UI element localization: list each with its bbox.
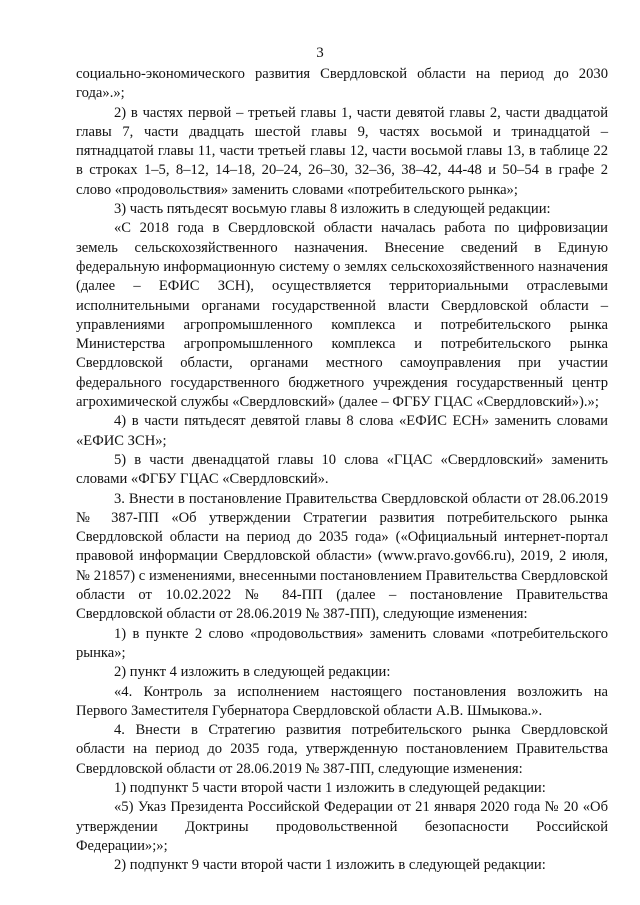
paragraph-14: 2) подпункт 9 части второй части 1 изложить в следующей редакции: xyxy=(114,857,546,874)
paragraph-2: 2) в частях первой – третьей главы 1, части девятой главы 2, части двадцатой главы 7, части двадцать шестой главы 9, частях восьмой и тринадцатой – пятнадцатой главы 11, части третьей главы 12, части восьмой главы 13, в таблице 22 в строках 1–5, 8–12, 14–18, 20–24, 26–30, 32–36, 38–42, 44-48 и 50–54 в графе 2 слово «продовольствия» заменить словами «потребительского рынка»; xyxy=(76,104,608,198)
page-number: 3 xyxy=(316,45,324,61)
paragraph-7: 3. Внести в постановление Правительства Свердловской области от 28.06.2019 № 387-ПП «Об утверждении Стратегии развития потребительского рынка Свердловской области на период до 2035 года» («Официальный интернет-портал правовой информации Свердловской области» (www.pravo.gov66.ru), 2019, 2 июля, № 21857) с изменениями, внесенными постановлением Правительства Свердловской области от 10.02.2022 № 84-ПП (далее – постановление Правительства Свердловской области от 28.06.2019 № 387-ПП), следующие изменения: xyxy=(76,490,608,623)
paragraph-5: 4) в части пятьдесят девятой главы 8 слова «ЕФИС ЕСН» заменить словами «ЕФИС ЗСН»; xyxy=(76,413,608,449)
paragraph-12: 1) подпункт 5 части второй части 1 изложить в следующей редакции: xyxy=(114,779,546,796)
paragraph-10: «4. Контроль за исполнением настоящего постановления возложить на Первого Заместителя Губернатора Свердловской области А.В. Шмыкова.». xyxy=(76,683,608,719)
paragraph-9: 2) пункт 4 изложить в следующей редакции: xyxy=(114,664,391,681)
paragraph-6: 5) в части двенадцатой главы 10 слова «ГЦАС «Свердловский» заменить словами «ФГБУ ГЦАС «Свердловский». xyxy=(76,451,608,488)
document-body xyxy=(76,65,608,875)
paragraph-4: «С 2018 года в Свердловской области началась работа по цифровизации земель сельскохозяйственного назначения. Внесение сведений в Единую федеральную информационную систему о землях сельскохозяйственного назначения (далее – ЕФИС ЗСН), осуществляется территориальными отраслевыми исполнительными органами государственной власти Свердловской области – управлениями агропромышленного комплекса и потребительского рынка Министерства агропромышленного комплекса и потребительского рынка Свердловской области, органами местного самоуправления при участии федерального государственного бюджетного учреждения государственный центр агрохимической службы «Свердловский» (далее – ФГБУ ГЦАС «Свердловский»).»; xyxy=(76,220,608,411)
paragraph-13: «5) Указ Президента Российской Федерации от 21 января 2020 года № 20 «Об утверждении Доктрины продовольственной безопасности Российской Федерации»;»; xyxy=(76,799,608,854)
paragraph-11: 4. Внести в Стратегию развития потребительского рынка Свердловской области на период до 2035 года, утвержденную постановлением Правительства Свердловской области от 28.06.2019 № 387-ПП, следующие изменения: xyxy=(76,722,608,777)
paragraph-1: социально-экономического развития Свердловской области на период до 2030 года».»; xyxy=(76,66,608,102)
paragraph-8: 1) в пункте 2 слово «продовольствия» заменить словами «потребительского рынка»; xyxy=(76,625,608,661)
paragraph-3: 3) часть пятьдесят восьмую главы 8 изложить в следующей редакции: xyxy=(114,201,551,218)
